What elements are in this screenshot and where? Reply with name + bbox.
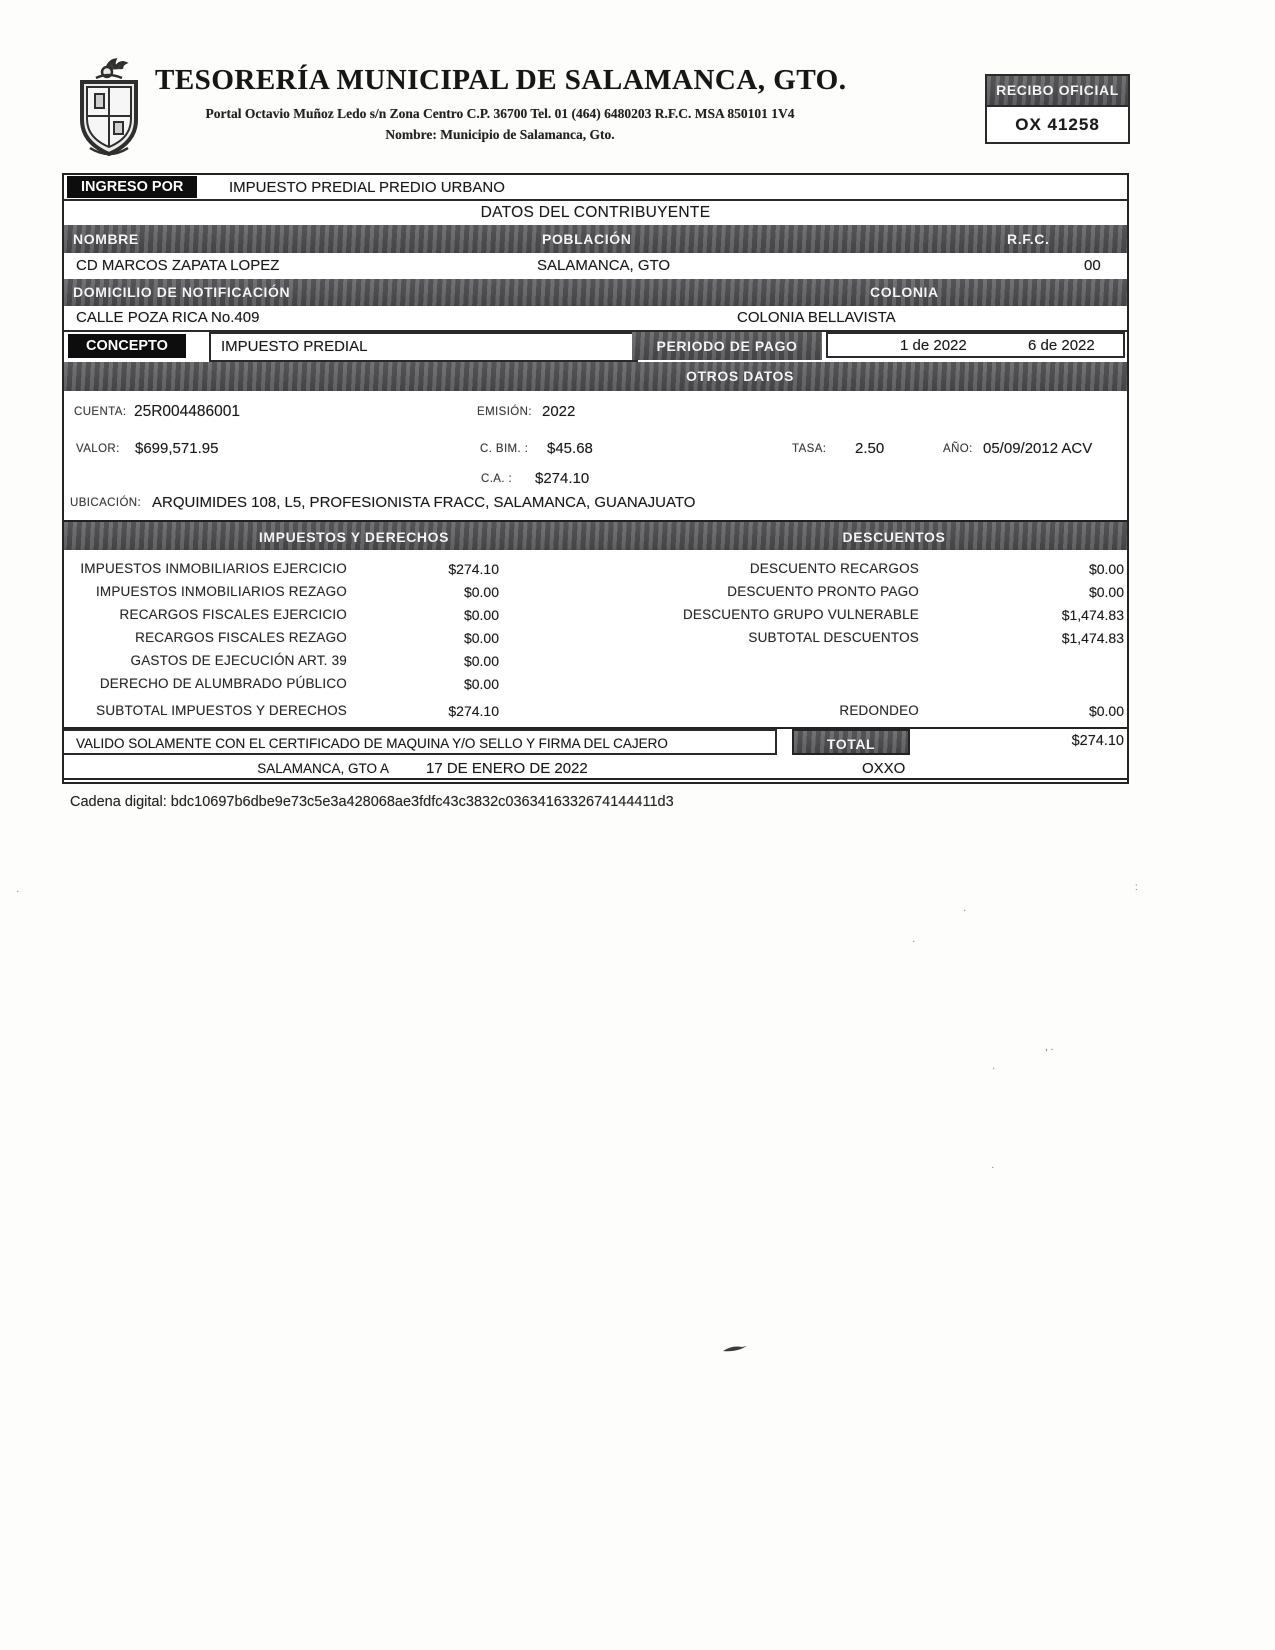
- charge-value: $0.00: [463, 584, 499, 600]
- receipt-box-label: RECIBO OFICIAL: [987, 76, 1128, 107]
- scan-speck: ·: [991, 1162, 995, 1173]
- header-name-line: Nombre: Municipio de Salamanca, Gto.: [385, 127, 615, 142]
- bar-domicilio-colonia: [64, 279, 1127, 306]
- values-nombre-poblacion-rfc: [64, 253, 1127, 279]
- charge-label: IMPUESTOS INMOBILIARIOS REZAGO: [95, 584, 347, 599]
- discount-value: $1,474.83: [1061, 630, 1124, 646]
- charge-value: $274.10: [448, 561, 499, 577]
- domicilio-value: CALLE POZA RICA No.409: [76, 309, 260, 326]
- page-title: TESORERÍA MUNICIPAL DE SALAMANCA, GTO.: [155, 64, 847, 96]
- emision-value: 2022: [542, 403, 576, 420]
- bar-otros-datos: [64, 362, 1127, 391]
- redondeo-value: $0.00: [1088, 703, 1124, 719]
- otros-datos-label: OTROS DATOS: [686, 368, 794, 384]
- descuentos-title: DESCUENTOS: [842, 529, 946, 545]
- ingreso-value: IMPUESTO PREDIAL PREDIO URBANO: [229, 179, 505, 196]
- otros-datos-content: [64, 391, 1127, 520]
- ubicacion-label: UBICACIÓN:: [70, 497, 142, 509]
- scan-speck: , .: [1045, 1042, 1054, 1053]
- anio-value: 05/09/2012 ACV: [983, 440, 1093, 457]
- header-address: Portal Octavio Muñoz Ledo s/n Zona Centro C.P. 36700 Tel. 01 (464) 6480203 R.F.C. MSA 850101 1V4: [205, 106, 795, 121]
- nombre-label: NOMBRE: [73, 231, 139, 247]
- bar-nombre-poblacion-rfc: [64, 225, 1127, 253]
- municipal-crest-icon: [70, 56, 148, 160]
- total-row: [64, 727, 1127, 757]
- poblacion-value: SALAMANCA, GTO: [537, 257, 671, 274]
- cbim-label: C. BIM. :: [480, 443, 529, 455]
- nombre-value: CD MARCOS ZAPATA LOPEZ: [76, 257, 280, 274]
- ca-label: C.A. :: [481, 473, 513, 485]
- charge-value: $274.10: [448, 703, 499, 719]
- charge-label: DERECHO DE ALUMBRADO PÚBLICO: [99, 676, 347, 691]
- lugar-text: SALAMANCA, GTO A: [257, 761, 389, 776]
- domicilio-label: DOMICILIO DE NOTIFICACIÓN: [73, 284, 291, 300]
- charge-value: $0.00: [463, 607, 499, 623]
- discount-value: $1,474.83: [1061, 607, 1124, 623]
- periodo-fin: 6 de 2022: [1028, 337, 1095, 354]
- ca-value: $274.10: [535, 470, 590, 487]
- periodo-inicio: 1 de 2022: [900, 337, 967, 354]
- poblacion-label: POBLACIÓN: [542, 231, 632, 247]
- scan-ink-mark: [722, 1340, 748, 1348]
- fecha-text: 17 DE ENERO DE 2022: [426, 760, 588, 777]
- charge-label: GASTOS DE EJECUCIÓN ART. 39: [130, 653, 347, 668]
- valor-label: VALOR:: [76, 443, 120, 455]
- values-domicilio-colonia: [64, 306, 1127, 332]
- charge-label: SUBTOTAL IMPUESTOS Y DERECHOS: [96, 703, 347, 718]
- concepto-value: IMPUESTO PREDIAL: [209, 332, 638, 362]
- redondeo-label: REDONDEO: [839, 703, 919, 718]
- date-row: [64, 757, 1127, 780]
- tasa-value: 2.50: [855, 440, 885, 457]
- cbim-value: $45.68: [547, 440, 593, 457]
- charge-label: RECARGOS FISCALES REZAGO: [135, 630, 347, 645]
- concepto-row: [64, 332, 1127, 362]
- charge-label: RECARGOS FISCALES EJERCICIO: [119, 607, 347, 622]
- charge-value: $0.00: [463, 653, 499, 669]
- tasa-label: TASA:: [792, 443, 827, 455]
- discount-label: DESCUENTO RECARGOS: [749, 561, 919, 576]
- concepto-label: CONCEPTO: [68, 334, 186, 358]
- discount-label: DESCUENTO GRUPO VULNERABLE: [682, 607, 919, 622]
- emision-label: EMISIÓN:: [477, 406, 532, 418]
- section-datos-contribuyente: DATOS DEL CONTRIBUYENTE: [480, 204, 711, 221]
- scan-speck: :: [1135, 882, 1138, 893]
- rfc-value: 00: [1084, 257, 1101, 274]
- anio-label: AÑO:: [943, 443, 973, 455]
- cadena-digital: Cadena digital: bdc10697b6dbe9e73c5e3a428068ae3fdfc43c3832c0363416332674144411d3: [70, 794, 674, 810]
- periodo-pago-label: PERIODO DE PAGO: [632, 332, 822, 360]
- ingreso-row: [64, 175, 1127, 201]
- discount-label: DESCUENTO PRONTO PAGO: [727, 584, 919, 599]
- charge-value: $0.00: [463, 676, 499, 692]
- periodo-values-box: [826, 332, 1125, 358]
- discount-label: SUBTOTAL DESCUENTOS: [748, 630, 919, 645]
- charge-value: $0.00: [463, 630, 499, 646]
- discount-value: $0.00: [1088, 584, 1124, 600]
- scan-speck: ·: [963, 905, 967, 916]
- ingreso-label: INGRESO POR: [67, 176, 197, 198]
- cuenta-label: CUENTA:: [74, 406, 127, 418]
- scan-speck: ·: [992, 1063, 996, 1074]
- rfc-label: R.F.C.: [1007, 231, 1050, 247]
- total-label: TOTAL: [792, 729, 910, 755]
- receipt-body: [62, 173, 1129, 784]
- scan-speck: ·: [912, 936, 916, 947]
- total-value: $274.10: [1071, 733, 1124, 749]
- cuenta-value: 25R004486001: [134, 403, 241, 420]
- scan-speck: ·: [16, 886, 20, 897]
- colonia-value: COLONIA BELLAVISTA: [737, 309, 896, 326]
- impuestos-title: IMPUESTOS Y DERECHOS: [258, 529, 450, 545]
- cajero-text: OXXO: [862, 760, 906, 777]
- ubicacion-value: ARQUIMIDES 108, L5, PROFESIONISTA FRACC, SALAMANCA, GUANAJUATO: [152, 494, 696, 511]
- valido-note: VALIDO SOLAMENTE CON EL CERTIFICADO DE MAQUINA Y/O SELLO Y FIRMA DEL CAJERO: [64, 729, 777, 755]
- bar-impuestos-descuentos: [64, 520, 1127, 550]
- receipt-number: OX 41258: [1015, 115, 1100, 134]
- official-receipt-box: [985, 74, 1130, 144]
- discount-value: $0.00: [1088, 561, 1124, 577]
- colonia-label: COLONIA: [870, 284, 939, 300]
- valor-value: $699,571.95: [135, 440, 219, 457]
- charge-label: IMPUESTOS INMOBILIARIOS EJERCICIO: [80, 561, 347, 576]
